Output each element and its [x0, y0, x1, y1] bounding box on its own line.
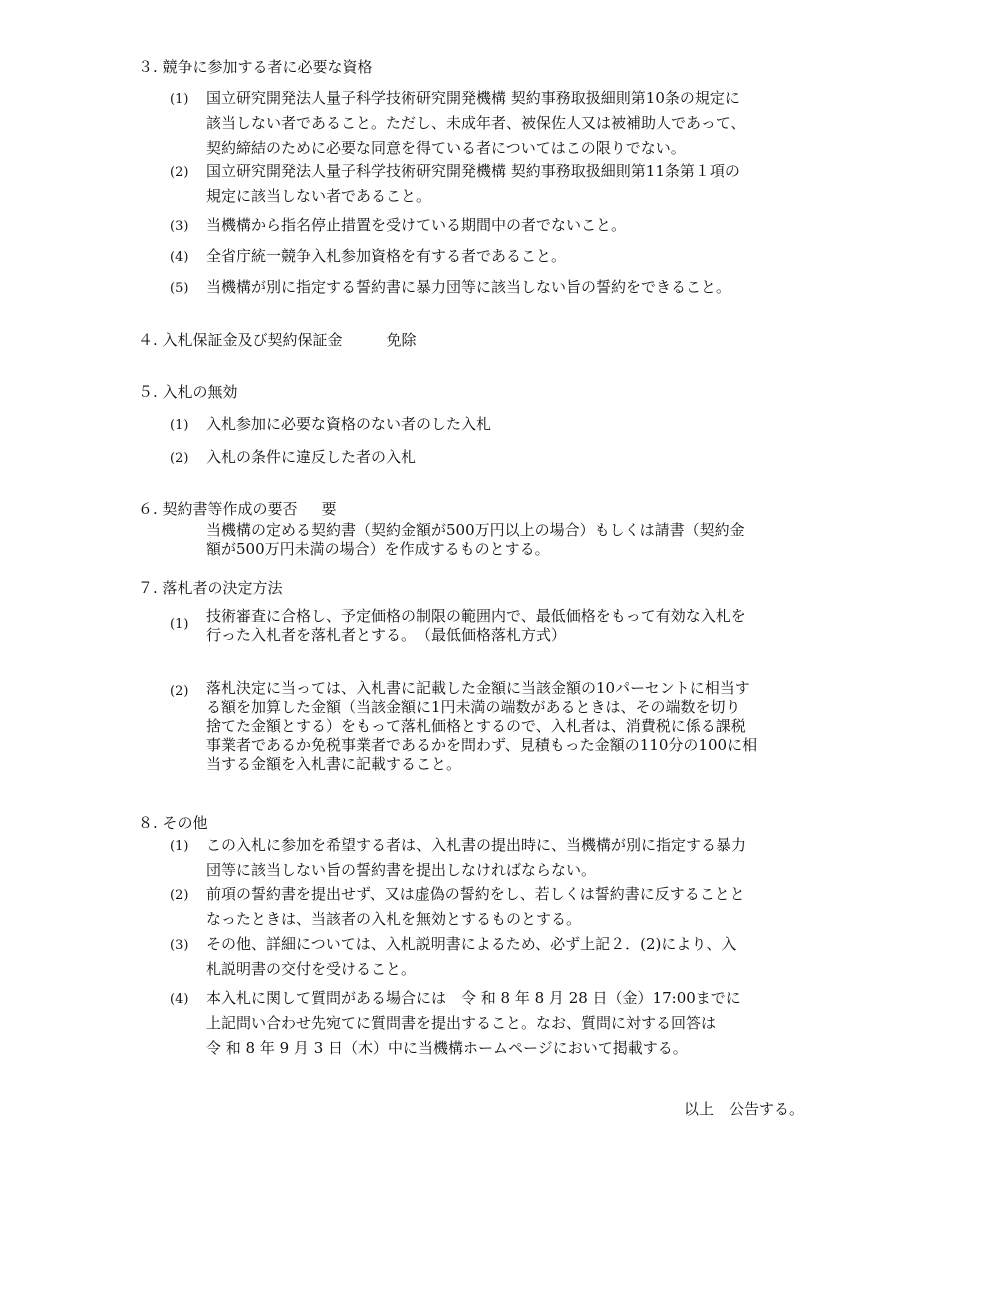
- section-4-heading: [138, 330, 417, 350]
- section-5-heading: ５. 入札の無効: [138, 383, 238, 401]
- text-line: 事業者であるか免税事業者であるかを問わず、見積もった金額の110分の100に相: [206, 736, 758, 754]
- text-line: 全省庁統一競争入札参加資格を有する者であること。: [206, 247, 567, 265]
- text-line: 令 和 8 年 9 月 3 日（木）中に当機構ホームページにおいて掲載する。: [206, 1039, 688, 1057]
- text-line: 額が500万円未満の場合）を作成するものとする。: [206, 540, 550, 558]
- item-number: (2): [170, 451, 189, 466]
- item-number: (1): [170, 617, 189, 632]
- text-line: 契約締結のために必要な同意を得ている者についてはこの限りでない。: [206, 139, 686, 157]
- text-line: 落札決定に当っては、入札書に記載した金額に当該金額の10パーセントに相当す: [206, 679, 750, 697]
- text-line: 前項の誓約書を提出せず、又は虚偽の誓約をし、若しくは誓約書に反することと: [206, 885, 745, 903]
- text-line: 入札の条件に違反した者の入札: [206, 448, 417, 466]
- text-line: その他、詳細については、入札説明書によるため、必ず上記２．(2)により、入: [206, 935, 737, 953]
- item-text: [206, 86, 746, 161]
- item-text: [206, 833, 746, 883]
- item-number: (3): [170, 219, 189, 234]
- text-line: 該当しない者であること。ただし、未成年者、被保佐人又は被補助人であって、: [206, 114, 746, 132]
- text-line: 技術審査に合格し、予定価格の制限の範囲内で、最低価格をもって有効な入札を: [206, 607, 746, 625]
- section-6-heading: [138, 499, 337, 519]
- text-line: 当機構の定める契約書（契約金額が500万円以上の場合）もしくは請書（契約金: [206, 521, 745, 539]
- item-number: (4): [170, 250, 189, 265]
- text-line: 本入札に関して質問がある場合には 令 和 8 年 8 月 28 日（金）17:00までに: [206, 989, 741, 1007]
- text-line: る額を加算した金額（当該金額に1円未満の端数があるときは、その端数を切り: [206, 698, 741, 716]
- item-number: (2): [170, 684, 189, 699]
- item-text: [206, 679, 757, 774]
- text-line: 国立研究開発法人量子科学技術研究開発機構 契約事務取扱細則第11条第１項の: [206, 162, 740, 180]
- item-number: (2): [170, 888, 189, 903]
- section-3-heading: ３. 競争に参加する者に必要な資格: [138, 58, 373, 76]
- item-number: (2): [170, 165, 189, 180]
- section-6-text: [206, 521, 745, 559]
- text-line: 行った入札者を落札者とする。 （最低価格落札方式）: [206, 626, 567, 644]
- text-line: 札説明書の交付を受けること。: [206, 960, 417, 978]
- item-text: [206, 159, 740, 209]
- text-line: 規定に該当しない者であること。: [206, 187, 432, 205]
- text-line: なったときは、当該者の入札を無効とするものとする。: [206, 910, 582, 928]
- section-8-heading: ８. その他: [138, 814, 208, 832]
- item-text: [206, 882, 745, 932]
- item-number: (1): [170, 839, 189, 854]
- section-4-title: ４. 入札保証金及び契約保証金: [138, 331, 343, 349]
- item-number: (3): [170, 938, 189, 953]
- text-line: 入札参加に必要な資格のない者のした入札: [206, 415, 492, 433]
- item-text: [206, 607, 746, 645]
- item-text: [206, 275, 731, 300]
- text-line: 当機構から指名停止措置を受けている期間中の者でないこと。: [206, 216, 627, 234]
- item-text: [206, 932, 736, 982]
- item-text: [206, 213, 626, 238]
- section-6-title: ６. 契約書等作成の要否: [138, 500, 298, 518]
- section-7-heading: ７. 落札者の決定方法: [138, 579, 283, 597]
- item-number: (1): [170, 418, 189, 433]
- item-text: [206, 412, 491, 437]
- item-text: [206, 986, 741, 1061]
- text-line: 国立研究開発法人量子科学技術研究開発機構 契約事務取扱細則第10条の規定に: [206, 89, 740, 107]
- item-number: (4): [170, 992, 189, 1007]
- text-line: 上記問い合わせ先宛てに質問書を提出すること。なお、質問に対する回答は: [206, 1014, 717, 1032]
- text-line: 当する金額を入札書に記載すること。: [206, 755, 462, 773]
- item-text: [206, 445, 416, 470]
- item-number: (1): [170, 92, 189, 107]
- text-line: 団等に該当しない旨の誓約書を提出しなければならない。: [206, 861, 597, 879]
- text-line: この入札に参加を希望する者は、入札書の提出時に、当機構が別に指定する暴力: [206, 836, 747, 854]
- text-line: 捨てた金額とする）をもって落札価格とするので、入札者は、消費税に係る課税: [206, 717, 746, 735]
- section-4-value: 免除: [386, 331, 417, 349]
- closing-statement: 以上 公告する。: [684, 1100, 805, 1118]
- section-6-value: 要: [321, 500, 337, 518]
- item-number: (5): [170, 281, 189, 296]
- item-text: [206, 244, 566, 269]
- text-line: 当機構が別に指定する誓約書に暴力団等に該当しない旨の誓約をできること。: [206, 278, 732, 296]
